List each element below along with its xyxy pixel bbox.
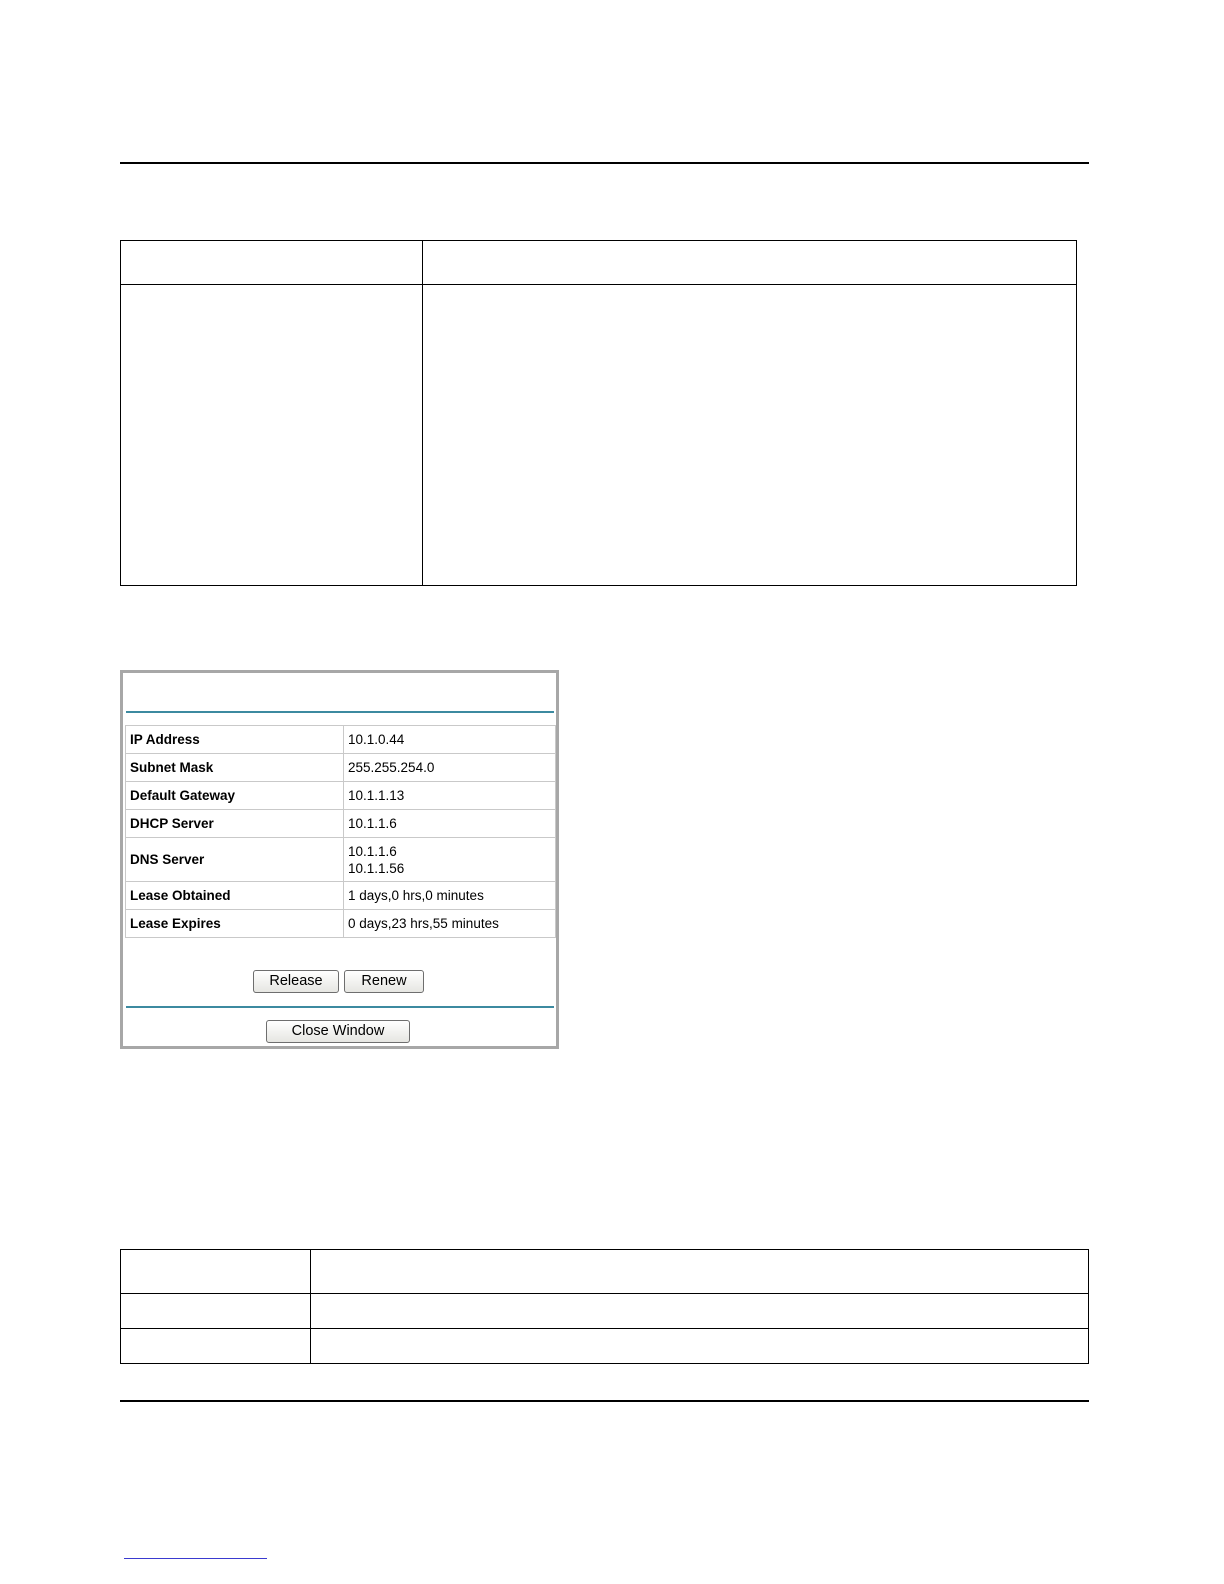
lower-table-row-2 (121, 1329, 1089, 1364)
info-value: 0 days,23 hrs,55 minutes (348, 916, 499, 931)
info-value: 10.1.0.44 (348, 732, 405, 747)
lower-table-header-cell-1 (121, 1250, 311, 1294)
upper-table-header-cell-1 (121, 241, 423, 285)
info-row (126, 754, 556, 782)
info-value: 10.1.1.6 (348, 816, 397, 831)
connection-info-table (125, 725, 556, 938)
info-row (126, 810, 556, 838)
info-label: Lease Obtained (126, 882, 344, 910)
info-value-cell (344, 726, 556, 754)
release-button[interactable]: Release (253, 970, 339, 993)
info-label: Default Gateway (126, 782, 344, 810)
buttons-divider (126, 1006, 554, 1008)
lower-table-header-row (121, 1250, 1089, 1294)
header-rule (120, 162, 1089, 164)
info-value-cell (344, 838, 556, 882)
upper-table-header-row (121, 241, 1077, 285)
connection-status-window (120, 670, 559, 1049)
info-value: 10.1.1.13 (348, 788, 405, 803)
info-value-cell (344, 810, 556, 838)
close-window-button[interactable]: Close Window (266, 1020, 410, 1043)
title-divider (126, 711, 554, 713)
lower-table-row-2-cell-2 (311, 1329, 1089, 1364)
info-value: 10.1.1.56 (348, 860, 405, 876)
upper-table-header-cell-2 (423, 241, 1077, 285)
upper-field-table (120, 240, 1077, 586)
window-title-area (128, 673, 556, 711)
info-label: Subnet Mask (126, 754, 344, 782)
upper-table-body-row (121, 285, 1077, 586)
info-value-cell (344, 754, 556, 782)
info-label: DNS Server (126, 838, 344, 882)
info-label: Lease Expires (126, 910, 344, 938)
lower-table-row-1-cell-2 (311, 1294, 1089, 1329)
lower-table-header-cell-2 (311, 1250, 1089, 1294)
footnote-link-underline[interactable] (124, 1558, 267, 1559)
lower-field-table (120, 1249, 1089, 1364)
info-row (126, 910, 556, 938)
upper-table-body-cell-1 (121, 285, 423, 586)
info-value-cell (344, 882, 556, 910)
info-label: DHCP Server (126, 810, 344, 838)
info-value-cell (344, 910, 556, 938)
lower-table-row-1-cell-1 (121, 1294, 311, 1329)
info-row (126, 838, 556, 882)
info-row (126, 782, 556, 810)
info-row (126, 882, 556, 910)
info-value: 1 days,0 hrs,0 minutes (348, 888, 484, 903)
lower-table-row-2-cell-1 (121, 1329, 311, 1364)
info-row (126, 726, 556, 754)
renew-button[interactable]: Renew (344, 970, 424, 993)
footer-rule (120, 1400, 1089, 1402)
info-label: IP Address (126, 726, 344, 754)
upper-table-body-cell-2 (423, 285, 1077, 586)
info-value: 255.255.254.0 (348, 760, 435, 775)
info-value-cell (344, 782, 556, 810)
lower-table-row-1 (121, 1294, 1089, 1329)
info-value: 10.1.1.6 (348, 843, 397, 859)
